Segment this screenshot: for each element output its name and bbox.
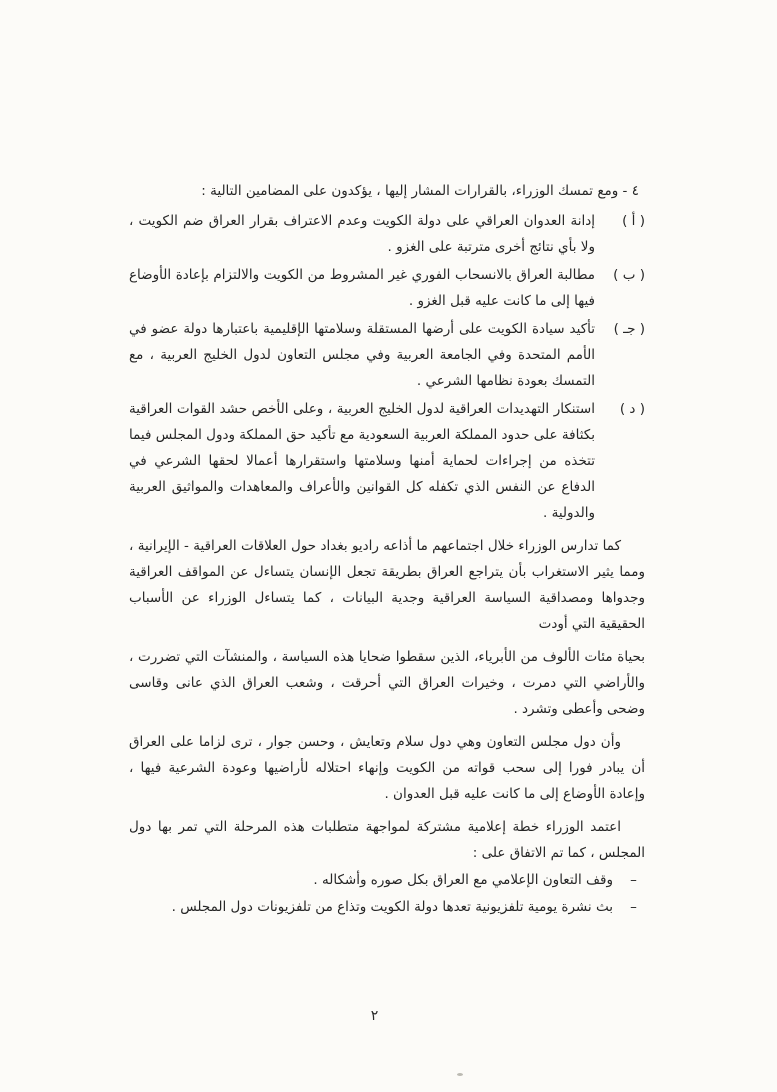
clause-b — [129, 262, 645, 314]
page-number: ٢ — [370, 1008, 379, 1024]
scan-artifact — [457, 1073, 463, 1076]
paragraph-radio-baghdad: كما تدارس الوزراء خلال اجتماعهم ما أذاعه راديو بغداد حول العلاقات العراقية - الإيرانية ، ومما يثير الاستغراب بأن يتراجع العراق بطريقة تجعل الإنسان يتساءل عن المواقف العراقية وجدواها ومصداقية السياسة العراقية وجدية البيانات ، كما يتساءل الوزراء عن الأسباب الحقيقية التي أودت — [129, 538, 645, 632]
paragraph-gcc-demand: وأن دول مجلس التعاون وهي دول سلام وتعايش ، وحسن جوار ، ترى لزاما على العراق أن يبادر فورا إلى سحب قواته من الكويت وإنهاء احتلاله لأراضيها وعودة الشرعية فيها ، وإعادة الأوضاع إلى ما كانت عليه قبل العدوان . — [129, 734, 645, 802]
section-4-intro: ٤ - ومع تمسك الوزراء، بالقرارات المشار إليها ، يؤكدون على المضامين التالية : — [201, 183, 639, 199]
clause-jim-label: ( جـ ) — [613, 321, 645, 337]
bullet-item-media-halt — [129, 867, 645, 893]
clause-dal — [129, 396, 645, 526]
clause-dal-label: ( د ) — [619, 401, 645, 417]
clause-dal-text: استنكار التهديدات العراقية لدول الخليج العربية ، وعلى الأخص حشد القوات العراقية بكثافة على حدود المملكة العربية السعودية مع تأكيد حق المملكة ودول المجلس فيما تتخذه من إجراءات لحماية أمنها وسلامتها واستقرارها أعمالا لحقها الشرعي في الدفاع عن النفس الذي تكفله كل القوانين والأعراف والمعاهدات والمواثيق العربية والدولية . — [129, 401, 595, 521]
clause-a-label: ( أ ) — [622, 213, 645, 229]
paragraph-victims: بحياة مئات الألوف من الأبرياء، الذين سقطوا ضحايا هذه السياسة ، والمنشآت التي تضررت ، والأراضي التي دمرت ، وخيرات العراق التي أحرقت ، وشعب العراق الذي عانى وقاسى وضحى وأعطى وتشرد . — [129, 649, 645, 717]
bullet-text-media-halt: وقف التعاون الإعلامي مع العراق بكل صوره وأشكاله . — [313, 872, 613, 888]
clause-a-text: إدانة العدوان العراقي على دولة الكويت وعدم الاعتراف بقرار العراق ضم الكويت ، ولا بأي نتائج أخرى مترتبة على الغزو . — [129, 213, 595, 255]
bullet-text-daily-bulletin: بث نشرة يومية تلفزيونية تعدها دولة الكويت وتذاع من تلفزيونات دول المجلس . — [171, 899, 613, 915]
clause-jim — [129, 316, 645, 394]
dash-icon: – — [630, 872, 637, 888]
clause-b-text: مطالبة العراق بالانسحاب الفوري غير المشروط من الكويت والالتزام بإعادة الأوضاع فيها إلى ما كانت عليه قبل الغزو . — [129, 267, 595, 309]
clause-b-label: ( ب ) — [613, 267, 645, 283]
document-body — [129, 178, 645, 921]
clause-a — [129, 208, 645, 260]
bullet-item-daily-bulletin — [129, 894, 645, 920]
paragraph-media-plan: اعتمد الوزراء خطة إعلامية مشتركة لمواجهة متطلبات هذه المرحلة التي تمر بها دول المجلس ، كما تم الاتفاق على : — [129, 819, 645, 861]
dash-icon: – — [630, 899, 637, 915]
clause-jim-text: تأكيد سيادة الكويت على أرضها المستقلة وسلامتها الإقليمية باعتبارها دولة عضو في الأمم المتحدة وفي الجامعة العربية وفي مجلس التعاون لدول الخليج العربية ، مع التمسك بعودة نظامها الشرعي . — [129, 321, 595, 389]
